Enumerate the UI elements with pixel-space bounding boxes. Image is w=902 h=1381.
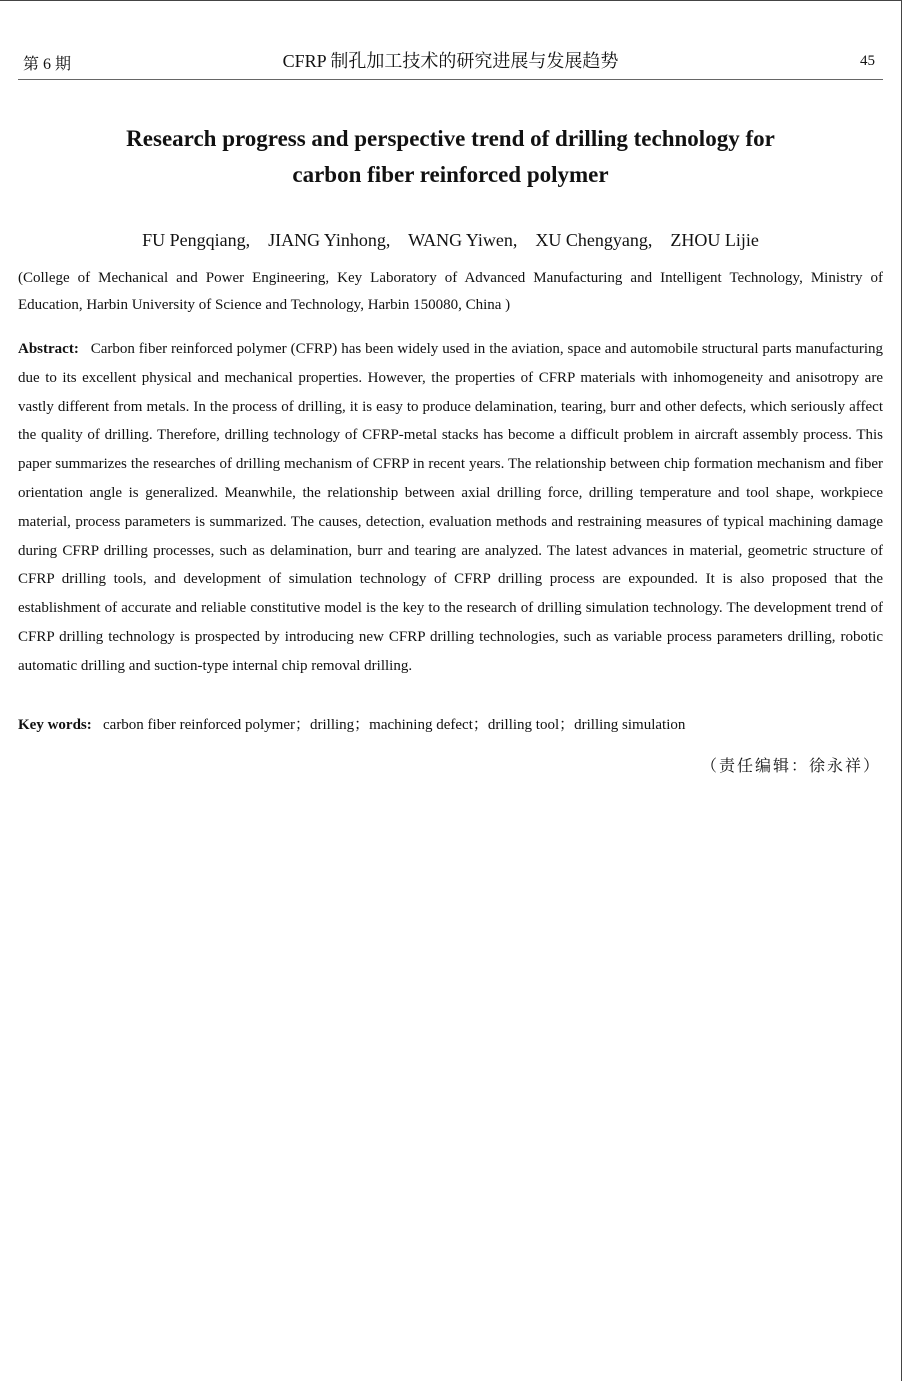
abstract-text: Carbon fiber reinforced polymer (CFRP) has been widely used in the aviation, space and automobile structural parts manufacturing due to its excellent physical and mechanical properties. However, the properties of CFRP materials with inhomogeneity and anisotropy are vastly different from metals. In the process of drilling, it is easy to produce delamination, tearing, burr and other defects, which seriously affect the quality of drilling. Therefore, drilling technology of CFRP-metal stacks has become a difficult problem in aircraft assembly process. This paper summarizes the researches of drilling mechanism of CFRP in recent years. The relationship between chip formation mechanism and fiber orientation angle is generalized. Meanwhile, the relationship between axial drilling force, drilling temperature and tool shape, workpiece material, process parameters is summarized. The causes, detection, evaluation methods and restraining measures of typical machining damage during CFRP drilling processes, such as delamination, burr and tearing are analyzed. The latest advances in material, geometric structure of CFRP drilling tools, and development of simulation technology of CFRP drilling process are expounded. It is also proposed that the establishment of accurate and reliable constitutive model is the key to the research of drilling simulation technology. The development trend of CFRP drilling technology is prospected by introducing new CFRP drilling technologies, such as variable process parameters drilling, robotic automatic drilling and suction-type internal chip removal drilling. (18, 341, 884, 674)
responsible-editor: （责任编辑：徐永祥） (700, 756, 881, 775)
title-line-2: carbon fiber reinforced polymer (292, 162, 609, 187)
page-number: 45 (860, 53, 875, 69)
abstract (18, 335, 883, 681)
paper-title (40, 121, 861, 193)
running-title: CFRP 制孔加工技术的研究进展与发展趋势 (282, 51, 619, 71)
keywords (18, 712, 883, 738)
keywords-text: carbon fiber reinforced polymer；drilling；machining defect；drilling tool；drilling simulation (103, 717, 686, 733)
author-list: FU Pengqiang, JIANG Yinhong, WANG Yiwen, XU Chengyang, ZHOU Lijie (142, 230, 759, 250)
affiliation: (College of Mechanical and Power Engineering, Key Laboratory of Advanced Manufacturing and Intelligent Technology, Ministry of Education, Harbin University of Science and Technology, Harbin 150080, China ) (18, 270, 883, 313)
running-head (18, 45, 883, 80)
title-line-1: Research progress and perspective trend of drilling technology for (126, 126, 775, 151)
issue-number: 第 6 期 (23, 56, 72, 73)
abstract-label: Abstract: (18, 341, 79, 357)
keywords-label: Key words: (18, 717, 92, 733)
